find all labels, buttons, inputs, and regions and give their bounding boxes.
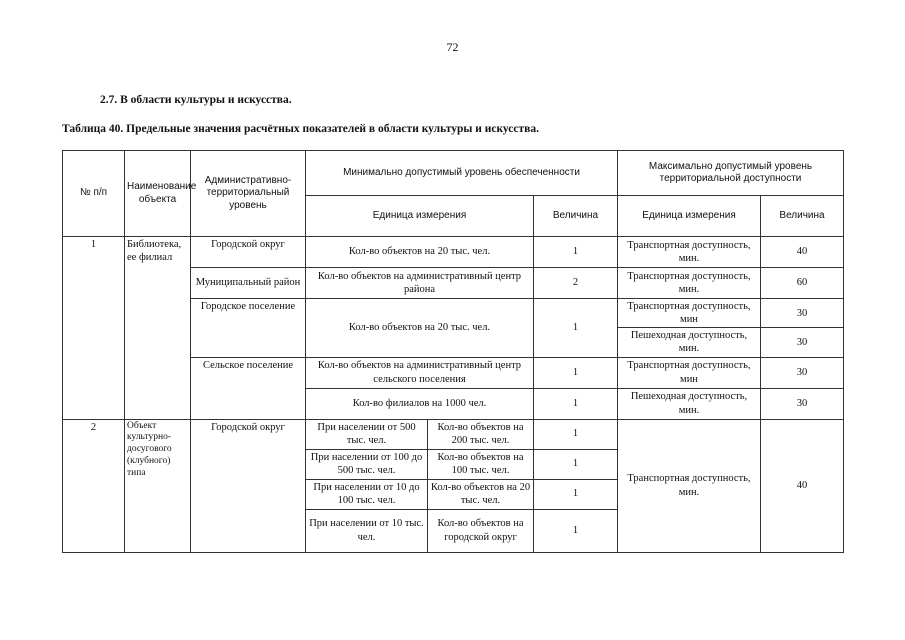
table-caption: Таблица 40. Предельные значения расчётных показателей в области культуры и искусства. [62,123,539,135]
row-2-unit-1: Кол-во объектов на 200 тыс. чел. [428,419,534,449]
row-2-population-1: При населении от 500 тыс. чел. [306,419,428,449]
row-2-access-value: 40 [761,419,844,552]
row-1-access-value: 40 [761,237,844,268]
row-1-access-4: Транспортная доступность, мин [618,357,761,388]
row-1-access-value-2: 60 [761,268,844,299]
row-1-unit-3: Кол-во объектов на 20 тыс. чел. [306,299,534,358]
row-2-access: Транспортная доступность, мин. [618,419,761,552]
row-1-unit-4: Кол-во объектов на административный центр сельского поселения [306,357,534,388]
header-unit-access: Единица измерения [618,196,761,237]
header-value-access: Величина [761,196,844,237]
row-2-population-3: При населении от 10 до 100 тыс. чел. [306,479,428,509]
row-1-value: 1 [534,237,618,268]
row-2-value-3: 1 [534,479,618,509]
section-heading: 2.7. В области культуры и искусства. [100,94,292,106]
row-1-access: Транспортная доступность, мин. [618,237,761,268]
row-1-admin-city-district: Городской округ [191,237,306,268]
row-1-unit: Кол-во объектов на 20 тыс. чел. [306,237,534,268]
row-1-access-3a: Транспортная доступность, мин [618,299,761,328]
header-num: № п/п [63,151,125,237]
row-1-access-3b: Пешеходная доступность, мин. [618,328,761,357]
row-1-value-3: 1 [534,299,618,358]
row-1-value-2: 2 [534,268,618,299]
row-1-name: Библиотека, ее филиал [125,237,191,420]
header-max-access: Максимально допустимый уровень территориальной доступности [618,151,844,196]
header-admin-level: Административно-территориальный уровень [191,151,306,237]
row-1-value-4: 1 [534,357,618,388]
standards-table [62,150,844,553]
row-2-num: 2 [63,419,125,552]
row-1-unit-5: Кол-во филиалов на 1000 чел. [306,388,534,419]
row-1-access-value-3a: 30 [761,299,844,328]
row-2-population-4: При населении от 10 тыс. чел. [306,509,428,552]
row-1-access-value-5: 30 [761,388,844,419]
row-1-admin-municipal: Муниципальный район [191,268,306,299]
row-2-population-2: При населении от 100 до 500 тыс. чел. [306,449,428,479]
row-2-name: Объект культурно-досугового (клубного) типа [125,419,191,552]
header-name: Наименование объекта [125,151,191,237]
row-1-access-value-4: 30 [761,357,844,388]
header-value: Величина [534,196,618,237]
row-1-access-5: Пешеходная доступность, мин. [618,388,761,419]
header-min-level: Минимально допустимый уровень обеспеченности [306,151,618,196]
row-1-num: 1 [63,237,125,420]
row-1-unit-2: Кол-во объектов на административный центр района [306,268,534,299]
row-1-access-2: Транспортная доступность, мин. [618,268,761,299]
row-1-admin-urban: Городское поселение [191,299,306,358]
row-1-admin-rural: Сельское поселение [191,357,306,419]
page-number: 72 [446,40,459,54]
row-2-unit-2: Кол-во объектов на 100 тыс. чел. [428,449,534,479]
row-2-value-4: 1 [534,509,618,552]
row-2-admin: Городской округ [191,419,306,552]
row-2-unit-4: Кол-во объектов на городской округ [428,509,534,552]
row-2-value-1: 1 [534,419,618,449]
header-unit: Единица измерения [306,196,534,237]
row-1-value-5: 1 [534,388,618,419]
row-1-access-value-3b: 30 [761,328,844,357]
row-2-value-2: 1 [534,449,618,479]
row-2-unit-3: Кол-во объектов на 20 тыс. чел. [428,479,534,509]
